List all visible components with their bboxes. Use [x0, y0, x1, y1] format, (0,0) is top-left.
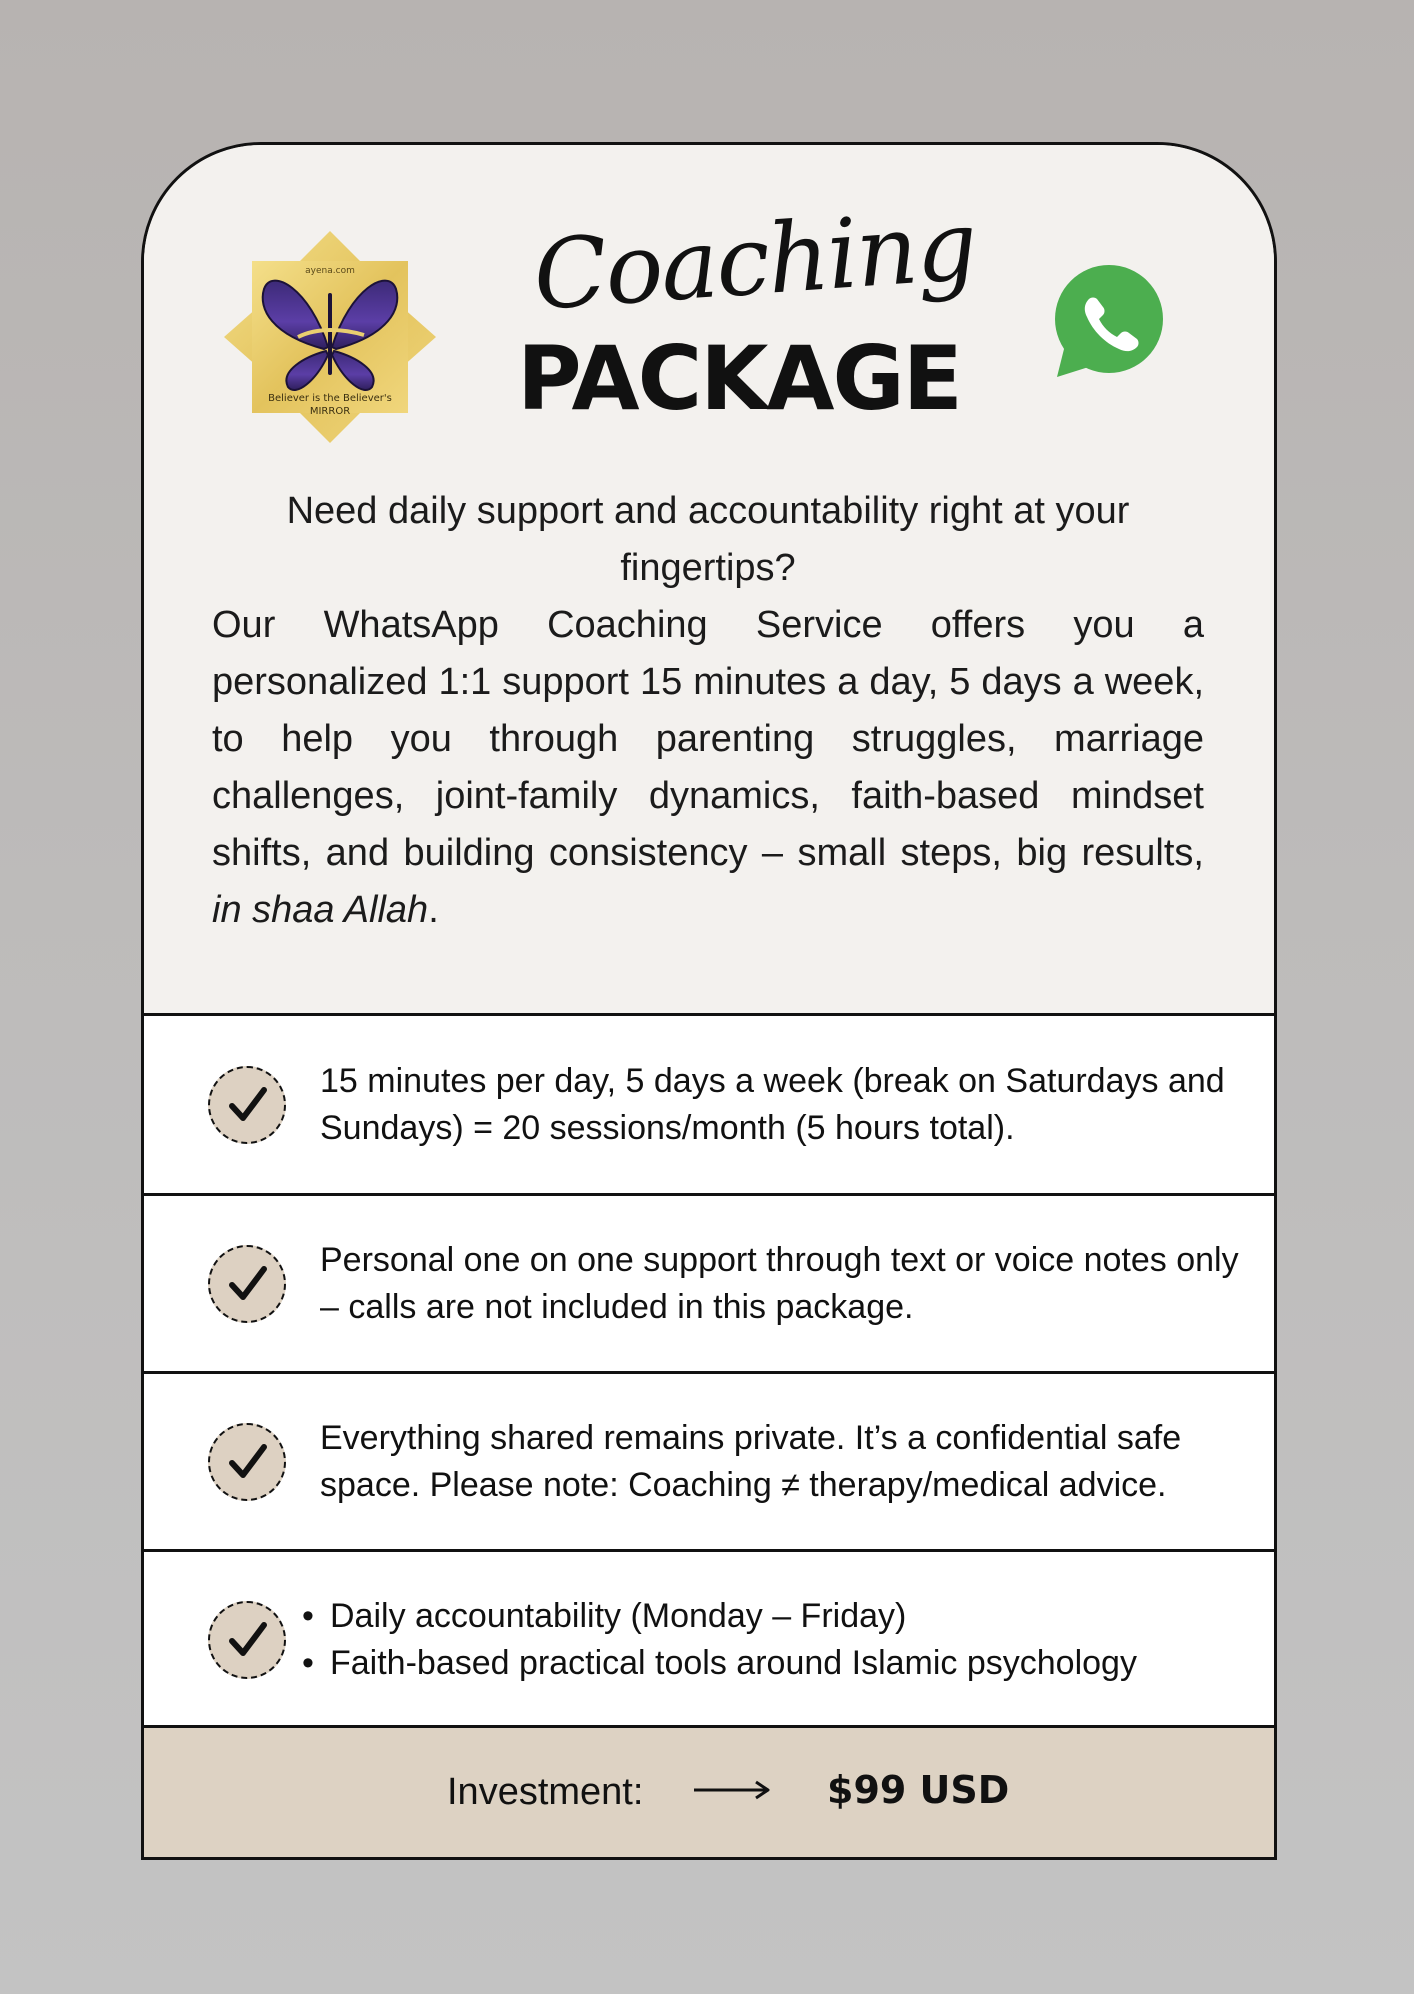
svg-text:ayena.com: ayena.com	[305, 266, 355, 276]
investment-bar	[144, 1725, 1274, 1857]
feature-row-tools	[144, 1549, 1274, 1727]
intro-body-italic: in shaa Allah	[212, 889, 429, 931]
intro-section	[212, 483, 1204, 939]
intro-body-text: Our WhatsApp Coaching Service offers you a personalized 1:1 support 15 minutes a day, 5 days a week, to help you through parenting struggles, marriage challenges, joint-family dynamics, faith-based mindset shifts, and building consistency – small steps, big results,	[212, 604, 1204, 874]
investment-price: $99 USD	[827, 1768, 1010, 1812]
svg-text:Believer is the Believer's: Believer is the Believer's	[268, 393, 392, 404]
feature-row-support	[144, 1193, 1274, 1371]
intro-question: Need daily support and accountability right at your fingertips?	[286, 490, 1130, 589]
title-script: Coaching	[530, 189, 979, 332]
list-item: • Daily accountability (Monday – Friday)	[300, 1593, 1244, 1640]
card-header-section	[144, 145, 1274, 1013]
check-icon	[208, 1066, 286, 1144]
check-icon	[208, 1245, 286, 1323]
check-icon	[208, 1423, 286, 1501]
coaching-package-card	[141, 142, 1277, 1860]
whatsapp-icon	[1049, 265, 1165, 381]
feature-row-privacy	[144, 1371, 1274, 1549]
feature-text-schedule: 15 minutes per day, 5 days a week (break on Saturdays and Sundays) = 20 sessions/month (5 hours total).	[320, 1061, 1225, 1147]
svg-text:MIRROR: MIRROR	[309, 406, 351, 417]
butterfly-logo-icon	[224, 231, 436, 443]
intro-body-end: .	[428, 889, 439, 931]
investment-label: Investment:	[447, 1771, 644, 1813]
arrow-right-icon	[692, 1770, 772, 1810]
list-item: • Faith-based practical tools around Islamic psychology	[300, 1640, 1244, 1687]
check-icon	[208, 1601, 286, 1679]
feature-text-support: Personal one on one support through text or voice notes only – calls are not included in this package.	[320, 1240, 1239, 1326]
feature-bullet-list	[300, 1593, 1244, 1687]
page-title: PACKAGE	[517, 327, 961, 430]
feature-row-schedule	[144, 1013, 1274, 1193]
intro-body	[212, 597, 1204, 939]
feature-text-privacy: Everything shared remains private. It’s a confidential safe space. Please note: Coaching ≠ therapy/medical advice.	[320, 1418, 1182, 1504]
feature-text-tools	[300, 1593, 1244, 1687]
